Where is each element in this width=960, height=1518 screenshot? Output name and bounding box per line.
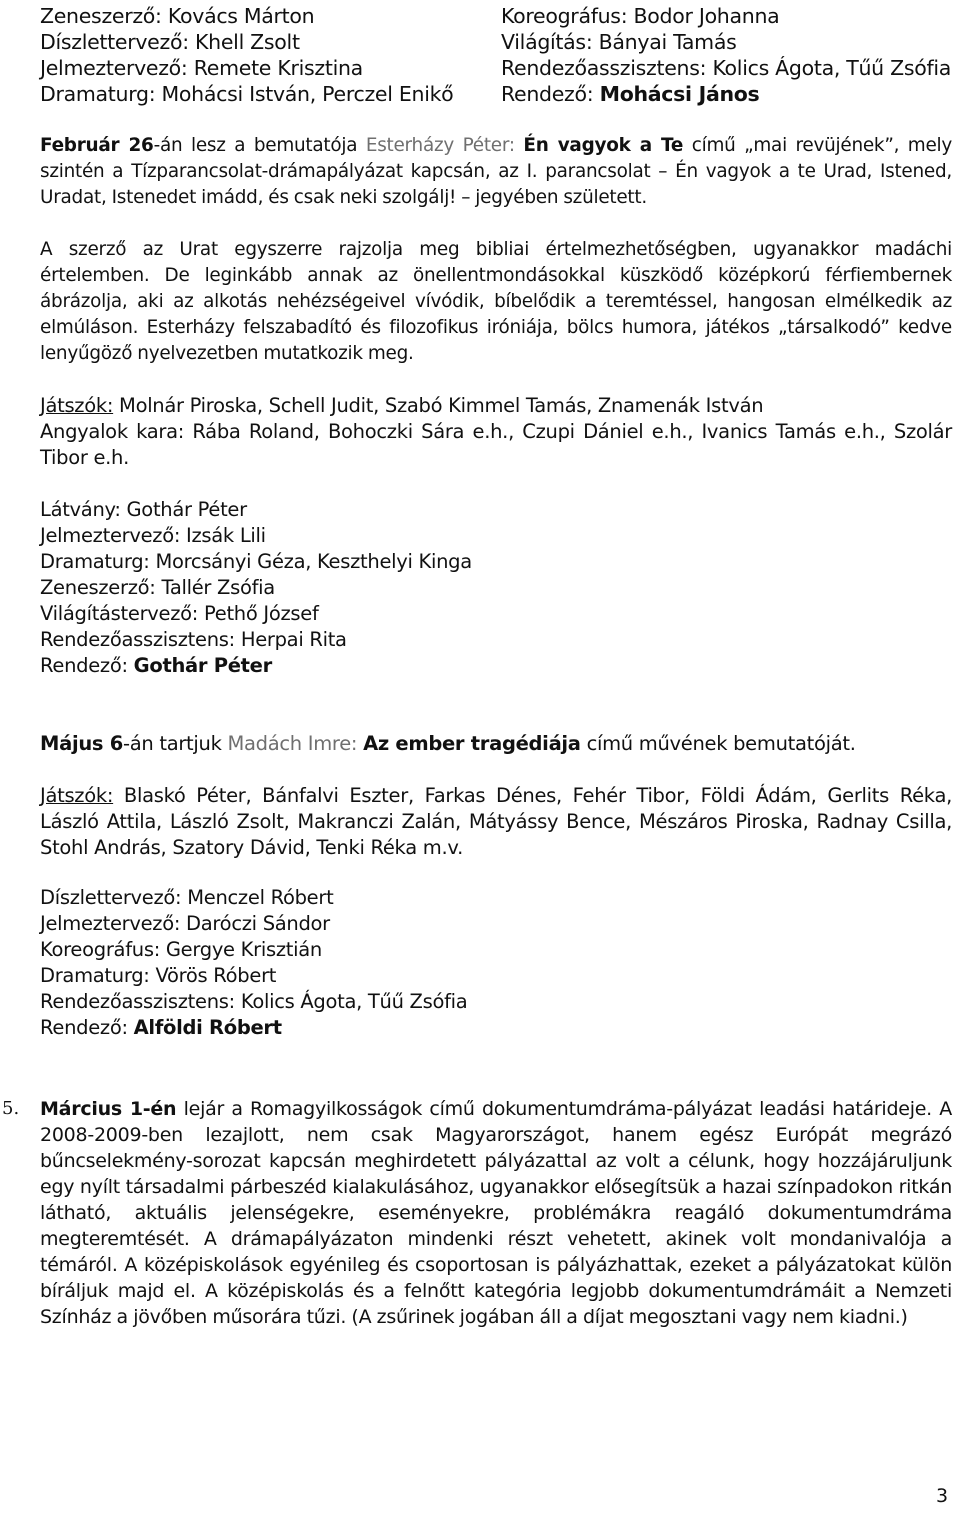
may-cast bbox=[40, 783, 952, 861]
crew-line bbox=[40, 989, 467, 1015]
crew-line bbox=[40, 549, 472, 575]
crew-line bbox=[40, 937, 467, 963]
crew-line bbox=[40, 497, 472, 523]
crew-name: Vörös Róbert bbox=[155, 964, 277, 987]
february-cast bbox=[40, 393, 952, 471]
crew-name: Menczel Róbert bbox=[187, 886, 334, 909]
paragraph-text: című „mai revüjének”, mely szintén a Tízparancsolat-drámapályázat kapcsán, az I. parancsolat – Én vagyok a te Urad, Istened, Uradat, Istenedet imádd, és csak neki szolgálj! – jegyében született. bbox=[40, 135, 953, 208]
crew-role: Koreográfus: bbox=[40, 938, 166, 961]
crew-line bbox=[40, 653, 472, 679]
credit-line bbox=[40, 55, 453, 81]
director-name: Alföldi Róbert bbox=[133, 1016, 282, 1039]
director-name: Mohácsi János bbox=[599, 82, 760, 106]
cast-list: Molnár Piroska, Schell Judit, Szabó Kimmel Tamás, Znamenák István bbox=[113, 394, 764, 417]
credits-top-right bbox=[501, 3, 951, 107]
crew-line bbox=[40, 601, 472, 627]
deadline-date: Március 1-én bbox=[40, 1098, 177, 1120]
credit-role: Díszlettervező: bbox=[40, 30, 196, 54]
paragraph-text: -án tartjuk bbox=[123, 732, 228, 755]
paragraph-text: A szerző az Urat egyszerre rajzolja meg bibliai értelmezhetőségben, ugyanakkor madáchi értelemben. De leginkább annak az önellentmondásokkal küszködő középkorú férfiembernek ábrázolja, aki az alkotás nehézségeivel vívódik, bíbelődik a teremtéssel, hangosan elmélkedik az elmúláson. Esterházy felszabadító és filozofikus iróniája, bölcs humora, játékos „társalkodó” kedve lenyűgöző nyelvezetben mutatkozik meg. bbox=[40, 239, 952, 364]
credit-name: Kolics Ágota, Tűű Zsófia bbox=[712, 56, 952, 80]
play-title: Az ember tragédiája bbox=[363, 732, 581, 755]
premiere-date: Február 26 bbox=[40, 135, 154, 156]
paragraph-text: -án lesz a bemutatója bbox=[153, 135, 366, 156]
crew-name: Gergye Krisztián bbox=[165, 938, 322, 961]
play-author: Madách Imre: bbox=[227, 732, 364, 755]
crew-name: Tallér Zsófia bbox=[161, 576, 275, 599]
credit-name: Remete Krisztina bbox=[193, 56, 363, 80]
crew-name: Izsák Lili bbox=[186, 524, 266, 547]
crew-name: Daróczi Sándor bbox=[186, 912, 330, 935]
list-item-number: 5. bbox=[2, 1098, 20, 1119]
credit-name: Bányai Tamás bbox=[598, 30, 737, 54]
page-number: 3 bbox=[936, 1485, 949, 1507]
crew-line bbox=[40, 963, 467, 989]
credit-role: Világítás: bbox=[501, 30, 599, 54]
director-name: Gothár Péter bbox=[133, 654, 272, 677]
credit-role: Koreográfus: bbox=[501, 4, 634, 28]
credit-name: Mohácsi István, Perczel Enikő bbox=[161, 82, 454, 106]
may-crew bbox=[40, 885, 467, 1041]
item-5-paragraph bbox=[40, 1096, 952, 1330]
crew-line bbox=[40, 575, 472, 601]
credit-line bbox=[40, 3, 453, 29]
play-author: Esterházy Péter: bbox=[365, 135, 524, 156]
credit-line bbox=[501, 3, 951, 29]
crew-name: Kolics Ágota, Tűű Zsófia bbox=[240, 990, 468, 1013]
crew-role: Világítástervező: bbox=[40, 602, 204, 625]
crew-role: Dramaturg: bbox=[40, 964, 156, 987]
paragraph-text: című művének bemutatóját. bbox=[580, 732, 856, 755]
credit-name: Kovács Márton bbox=[167, 4, 315, 28]
crew-role: Dramaturg: bbox=[40, 550, 156, 573]
crew-line bbox=[40, 627, 472, 653]
play-title: Én vagyok a Te bbox=[523, 135, 684, 156]
crew-line bbox=[40, 911, 467, 937]
credit-line bbox=[40, 81, 453, 107]
cast-list: Blaskó Péter, Bánfalvi Eszter, Farkas Dénes, Fehér Tibor, Földi Ádám, Gerlits Réka, László Attila, László Zsolt, Makranczi Zalán, Mátyássy Bence, Mészáros Piroska, Radnay Csilla, Stohl András, Szatory Dávid, Tenki Réka m.v. bbox=[40, 784, 952, 859]
credit-role: Rendező: bbox=[501, 82, 600, 106]
crew-role: Zeneszerző: bbox=[40, 576, 162, 599]
february-description-paragraph bbox=[40, 237, 952, 367]
credit-role: Dramaturg: bbox=[40, 82, 162, 106]
crew-line bbox=[40, 1015, 467, 1041]
credit-role: Zeneszerző: bbox=[40, 4, 168, 28]
credit-role: Rendezőasszisztens: bbox=[501, 56, 713, 80]
crew-name: Herpai Rita bbox=[240, 628, 347, 651]
crew-role: Látvány: bbox=[40, 498, 127, 521]
cast-label: Játszók: bbox=[40, 394, 114, 417]
crew-name: Pethő József bbox=[203, 602, 319, 625]
crew-name: Morcsányi Géza, Keszthelyi Kinga bbox=[155, 550, 472, 573]
credit-line bbox=[40, 29, 453, 55]
crew-line bbox=[40, 523, 472, 549]
crew-name: Gothár Péter bbox=[126, 498, 247, 521]
credit-line bbox=[501, 81, 951, 107]
premiere-date: Május 6 bbox=[40, 732, 123, 755]
paragraph-text: lejár a Romagyilkosságok című dokumentumdráma-pályázat leadási határideje. A 2008-2009-ben lezajlott, nem csak Magyarországot, hanem egész Európát megrázó bűncselekmény-sorozat kapcsán meghirdetett pályázattal az volt a célunk, hogy hozzájáruljunk egy nyílt társadalmi párbeszéd kialakulásához, ugyanakkor elősegítsük a hazai színpadokon ritkán látható, aktuális jelenségekre, eseményekre, problémákra reagáló dokumentumdráma megteremtését. A drámapályázaton mindenki részt vehetett, akinek volt mondanivalója a témáról. A középiskolások egyénileg és csoportosan is pályázhattak, ezeket a pályázatokat külön bíráljuk majd el. A középiskolás és a felnőtt kategória legjobb dokumentumdrámáit a Nemzeti Színház a jövőben műsorára tűzi. (A zsűrinek jogában áll a díjat megosztani vagy nem kiadni.) bbox=[40, 1098, 952, 1328]
crew-role: Rendezőasszisztens: bbox=[40, 990, 241, 1013]
crew-role: Jelmeztervező: bbox=[40, 912, 187, 935]
cast-label: Játszók: bbox=[40, 784, 114, 807]
angels-choir-list: Angyalok kara: Rába Roland, Bohoczki Sára e.h., Czupi Dániel e.h., Ivanics Tamás e.h., Szolár Tibor e.h. bbox=[40, 420, 952, 469]
credit-name: Khell Zsolt bbox=[195, 30, 300, 54]
credits-top-left bbox=[40, 3, 453, 107]
crew-role: Díszlettervező: bbox=[40, 886, 188, 909]
crew-line bbox=[40, 885, 467, 911]
february-crew bbox=[40, 497, 472, 679]
credit-role: Jelmeztervező: bbox=[40, 56, 194, 80]
crew-role: Rendezőasszisztens: bbox=[40, 628, 241, 651]
crew-role: Rendező: bbox=[40, 1016, 134, 1039]
february-premiere-paragraph bbox=[40, 133, 952, 211]
credit-name: Bodor Johanna bbox=[633, 4, 780, 28]
credit-line bbox=[501, 55, 951, 81]
may-premiere-paragraph bbox=[40, 731, 952, 757]
crew-role: Jelmeztervező: bbox=[40, 524, 187, 547]
credit-line bbox=[501, 29, 951, 55]
crew-role: Rendező: bbox=[40, 654, 134, 677]
